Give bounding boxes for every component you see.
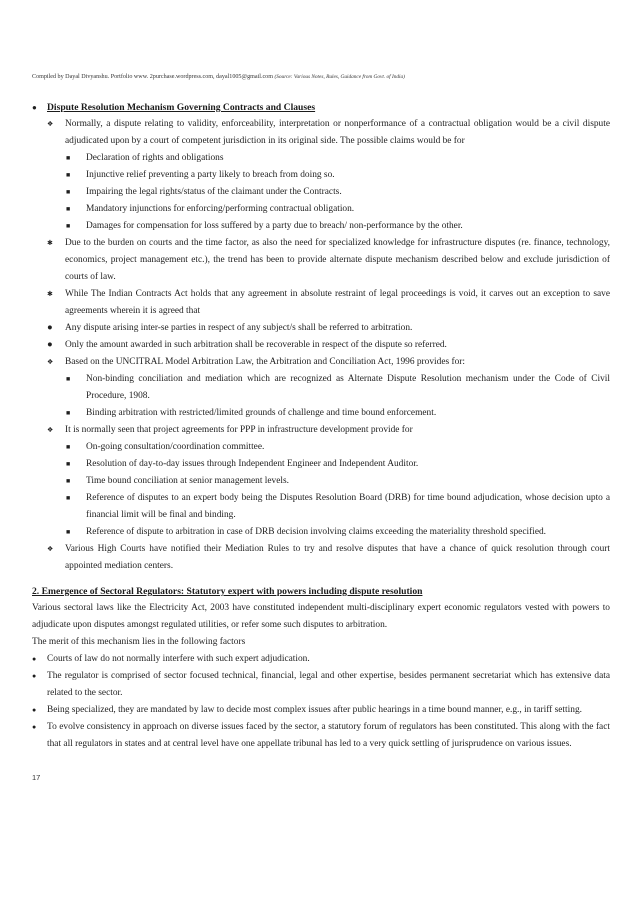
square-bullet-icon: ■ <box>66 222 71 230</box>
square-bullet-icon: ■ <box>66 528 71 536</box>
list-item: ✱ While The Indian Contracts Act holds that any agreement in absolute restraint of legal proceedings is void, it carves out an exception to save agreements wherein it is agreed that <box>32 286 610 320</box>
ppp-item: ■ Time bound conciliation at senior management levels. <box>32 473 610 490</box>
page-header <box>32 73 612 81</box>
dot-bullet-icon: ● <box>32 706 37 714</box>
section1-bullet-icon: ● <box>32 103 37 112</box>
diamond-bullet-icon: ❖ <box>47 545 54 553</box>
factor-item: ● Courts of law do not normally interfere with such expert adjudication. <box>32 651 610 668</box>
list-item: ✱ Due to the burden on courts and the time factor, as also the need for specialized knowledge for infrastructure disputes (re. finance, technology, economics, project management etc.), the trend has been to provide alternate dispute mechanism described below and exclude jurisdiction of courts of law. <box>32 235 610 286</box>
uncitral-item: ■ Binding arbitration with restricted/limited grounds of challenge and time bound enforcement. <box>32 405 610 422</box>
diamond-bullet-icon: ❖ <box>47 358 54 366</box>
square-bullet-icon: ■ <box>66 188 71 196</box>
section2-title: 2. Emergence of Sectoral Regulators: Statutory expert with powers including dispute resolution <box>32 586 423 597</box>
page-content <box>32 99 610 753</box>
dot-bullet-icon: ● <box>32 672 37 680</box>
page-number: 17 <box>32 773 41 782</box>
square-bullet-icon: ■ <box>66 171 71 179</box>
square-bullet-icon: ■ <box>66 375 71 383</box>
ppp-item: ■ Resolution of day-to-day issues through Independent Engineer and Independent Auditor. <box>32 456 610 473</box>
dot-bullet-icon: ● <box>32 655 37 663</box>
list-item: ❖ Normally, a dispute relating to validity, enforceability, interpretation or nonperformance of a contractual obligation would be a civil dispute adjudicated upon by a court of competent jurisdiction in its original side. The possible claims would be for <box>32 116 610 150</box>
diamond-bullet-icon: ❖ <box>47 426 54 434</box>
ppp-item: ■ On-going consultation/coordination committee. <box>32 439 610 456</box>
header-text: Compiled by Dayal Divyanshu. Portfolio www. 2purchase.wordpress.com, dayal1005@gmail.com <box>32 74 273 80</box>
factor-item: ● The regulator is comprised of sector focused technical, financial, legal and other expertise, besides permanent secretariat which has extensive data related to the sector. <box>32 668 610 702</box>
ppp-item: ■ Reference of dispute to arbitration in case of DRB decision involving claims exceeding the materiality threshold specified. <box>32 524 610 541</box>
diamond-bullet-icon: ❖ <box>47 120 54 128</box>
square-bullet-icon: ■ <box>66 443 71 451</box>
ppp-item: ■ Reference of disputes to an expert body being the Disputes Resolution Board (DRB) for time bound adjudication, whose decision upto a financial limit will be final and binding. <box>32 490 610 524</box>
claim-item: ■ Damages for compensation for loss suffered by a party due to breach/ non-performance by the other. <box>32 218 610 235</box>
uncitral-item: ■ Non-binding conciliation and mediation which are recognized as Alternate Dispute Resolution mechanism under the Code of Civil Procedure, 1908. <box>32 371 610 405</box>
list-item: ❖ Based on the UNCITRAL Model Arbitration Law, the Arbitration and Conciliation Act, 1996 provides for: <box>32 354 610 371</box>
square-bullet-icon: ■ <box>66 477 71 485</box>
list-item: ❖ It is normally seen that project agreements for PPP in infrastructure development provide for <box>32 422 610 439</box>
claim-item: ■ Declaration of rights and obligations <box>32 150 610 167</box>
header-source: (Source: Various Notes, Rules, Guidance from Govt. of India) <box>274 74 405 80</box>
list-item: ● Any dispute arising inter-se parties in respect of any subject/s shall be referred to arbitration. <box>32 320 610 337</box>
square-bullet-icon: ■ <box>66 409 71 417</box>
section2-paragraph: Various sectoral laws like the Electricity Act, 2003 have constituted independent multi-disciplinary expert economic regulators vested with powers to adjudicate upon disputes amongst regulated utilities, or refer some such disputes to arbitration. <box>32 603 610 630</box>
square-bullet-icon: ■ <box>66 460 71 468</box>
dot-bullet-icon: ● <box>32 723 37 731</box>
section2-lead: The merit of this mechanism lies in the following factors <box>32 637 246 647</box>
factor-item: ● To evolve consistency in approach on diverse issues faced by the sector, a statutory forum of regulators has been constituted. This along with the fact that all regulators in states and at central level have one appellate tribunal has led to a very quick settling of jurisprudence on various issues. <box>32 719 610 753</box>
claim-item: ■ Impairing the legal rights/status of the claimant under the Contracts. <box>32 184 610 201</box>
section2 <box>32 583 610 753</box>
square-bullet-icon: ■ <box>66 494 71 502</box>
list-item: ● Only the amount awarded in such arbitration shall be recoverable in respect of the dispute so referred. <box>32 337 610 354</box>
square-bullet-icon: ■ <box>66 205 71 213</box>
asterisk-bullet-icon: ✱ <box>47 290 53 298</box>
list-item: ❖ Various High Courts have notified their Mediation Rules to try and resolve disputes that have a chance of quick resolution through court appointed mediation centers. <box>32 541 610 575</box>
section1-heading <box>32 99 610 116</box>
asterisk-bullet-icon: ✱ <box>47 239 53 247</box>
section1-title: Dispute Resolution Mechanism Governing Contracts and Clauses <box>47 102 316 113</box>
factor-item: ● Being specialized, they are mandated by law to decide most complex issues after public hearings in a time bound manner, e.g., in tariff setting. <box>32 702 610 719</box>
claim-item: ■ Injunctive relief preventing a party likely to breach from doing so. <box>32 167 610 184</box>
claim-item: ■ Mandatory injunctions for enforcing/performing contractual obligation. <box>32 201 610 218</box>
dot-bullet-icon: ● <box>47 323 53 333</box>
dot-bullet-icon: ● <box>47 340 53 350</box>
square-bullet-icon: ■ <box>66 154 71 162</box>
